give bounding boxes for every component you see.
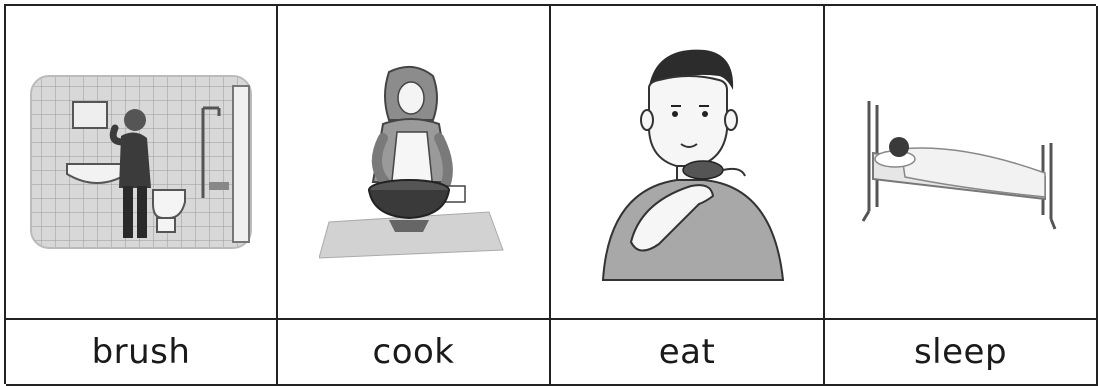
sleep-illustration [855, 87, 1067, 237]
picture-cell-brush [6, 6, 278, 320]
brush-illustration [27, 72, 255, 252]
label-cell-eat [551, 320, 825, 386]
picture-cell-sleep [825, 6, 1098, 320]
word-label-eat: eat [658, 332, 716, 372]
word-label-cook: cook [372, 332, 455, 372]
picture-cell-eat [551, 6, 825, 320]
label-cell-brush [6, 320, 278, 386]
picture-cell-cook [278, 6, 551, 320]
label-cell-cook [278, 320, 551, 386]
label-cell-sleep [825, 320, 1098, 386]
word-label-brush: brush [91, 332, 191, 372]
cook-illustration [319, 62, 509, 262]
word-label-sleep: sleep [913, 332, 1008, 372]
activity-card-grid [4, 4, 1096, 384]
eat-illustration [587, 42, 787, 282]
